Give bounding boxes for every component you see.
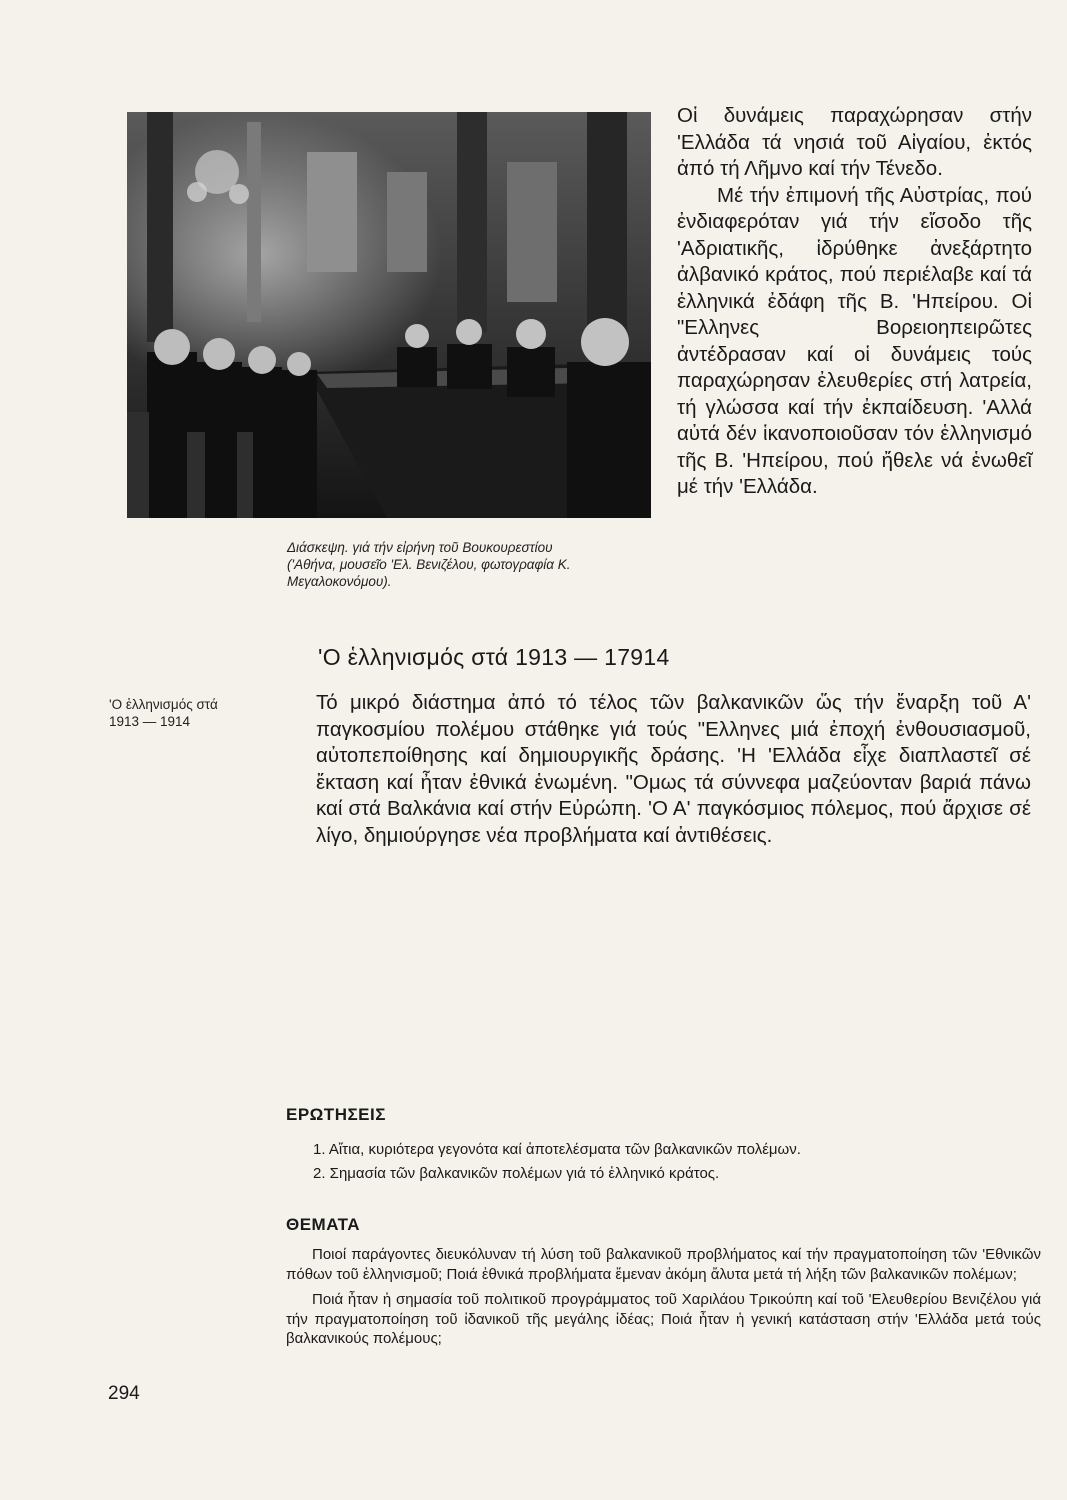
caption-line: Διάσκεψη. γιά τήν εἰρήνη τοῦ Βουκουρεστίου (287, 540, 553, 555)
theme-item: Ποιά ἦταν ἡ σημασία τοῦ πολιτικοῦ προγράμματος τοῦ Χαριλάου Τρικούπη καί τοῦ 'Ελευθερίου Βενιζέλου γιά τήν πραγματοποίηση τοῦ ἰδανικοῦ τῆς μεγάλης ἰδέας; Ποιά ἦταν ἡ γενική κατάσταση στήν 'Ελλάδα μετά τούς βαλκανικούς πολέμους; (286, 1291, 1041, 1347)
caption-line: Μεγαλοκονόμου). (287, 574, 392, 589)
themes-list (286, 1245, 1041, 1355)
theme-item: Ποιοί παράγοντες διευκόλυναν τή λύση τοῦ βαλκανικοῦ προβλήματος καί τήν πραγματοποίηση τῶν 'Εθνικῶν πόθων τοῦ ἑλληνισμοῦ; Ποιά ἐθνικά προβλήματα ἔμεναν ἀκόμη ἄλυτα μετά τή λήξη τῶν βαλκανικῶν πολέμων; (286, 1246, 1041, 1283)
margin-note-line: 'Ο ἑλληνισμός στά (109, 697, 218, 712)
questions-list (313, 1138, 1043, 1186)
right-column-text (677, 103, 1032, 501)
photo-caption (287, 539, 655, 590)
section-title: 'Ο ἑλληνισμός στά 1913 — 17914 (318, 644, 670, 670)
question-item: 2. Σημασία τῶν βαλκανικῶν πολέμων γιά τό ἑλληνικό κράτος. (313, 1165, 720, 1182)
conference-photo-illustration (127, 112, 651, 518)
margin-note (109, 696, 259, 730)
questions-heading: ΕΡΩΤΗΣΕΙΣ (286, 1105, 386, 1124)
right-paragraph: Οἱ δυνάμεις παραχώρησαν στήν 'Ελλάδα τά νησιά τοῦ Αἰγαίου, ἐκτός ἀπό τή Λῆμνο καί τήν Τένεδο. (677, 104, 1032, 180)
margin-note-line: 1913 — 1914 (109, 714, 191, 729)
right-paragraph: Μέ τήν ἐπιμονή τῆς Αὐστρίας, πού ἐνδιαφερόταν γιά τήν εἴσοδο τῆς 'Αδριατικῆς, ἱδρύθηκε ἀνεξάρτητο ἀλβανικό κράτος, πού περιέλαβε καί τά ἑλληνικά ἐδάφη τῆς Β. 'Ηπείρου. Οἱ "Ελληνες Βορειοηπειρῶτες ἀντέδρασαν καί οἱ δυνάμεις τούς παραχώρησαν ἐλευθερίες στή λατρεία, τή γλώσσα καί τήν ἐκπαίδευση. 'Αλλά αὐτά δέν ἱκανοποιοῦσαν τόν ἑλληνισμό τῆς Β. 'Ηπείρου, πού ἤθελε νά ἑνωθεῖ μέ τήν 'Ελλάδα. (677, 183, 1032, 498)
section-paragraph: Τό μικρό διάστημα ἀπό τό τέλος τῶν βαλκανικῶν ὥς τήν ἔναρξη τοῦ Α' παγκοσμίου πολέμου στάθηκε γιά τούς "Ελληνες μιά ἐποχή ἐνθουσιασμοῦ, αὐτοπεποίθησης καί δημιουργικῆς δράσης. 'Η 'Ελλάδα εἶχε διαπλαστεῖ σέ ἔκταση καί ἦταν ἐθνικά ἑνωμένη. "Ομως τά σύννεφα μαζεύονταν βαριά πάνω καί στά Βαλκάνια καί στήν Εὐρώπη. 'Ο Α' παγκόσμιος πόλεμος, πού ἄρχισε σέ λίγο, δημιούργησε νέα προβλήματα καί ἀντιθέσεις. (316, 691, 1031, 847)
caption-line: ('Αθήνα, μουσεῖο 'Ελ. Βενιζέλου, φωτογραφία Κ. (287, 557, 571, 572)
question-item: 1. Αἴτια, κυριότερα γεγονότα καί ἀποτελέσματα τῶν βαλκανικῶν πολέμων. (313, 1141, 801, 1158)
conference-photo (127, 112, 651, 518)
themes-heading: ΘΕΜΑΤΑ (286, 1215, 360, 1234)
page-number: 294 (108, 1383, 140, 1404)
